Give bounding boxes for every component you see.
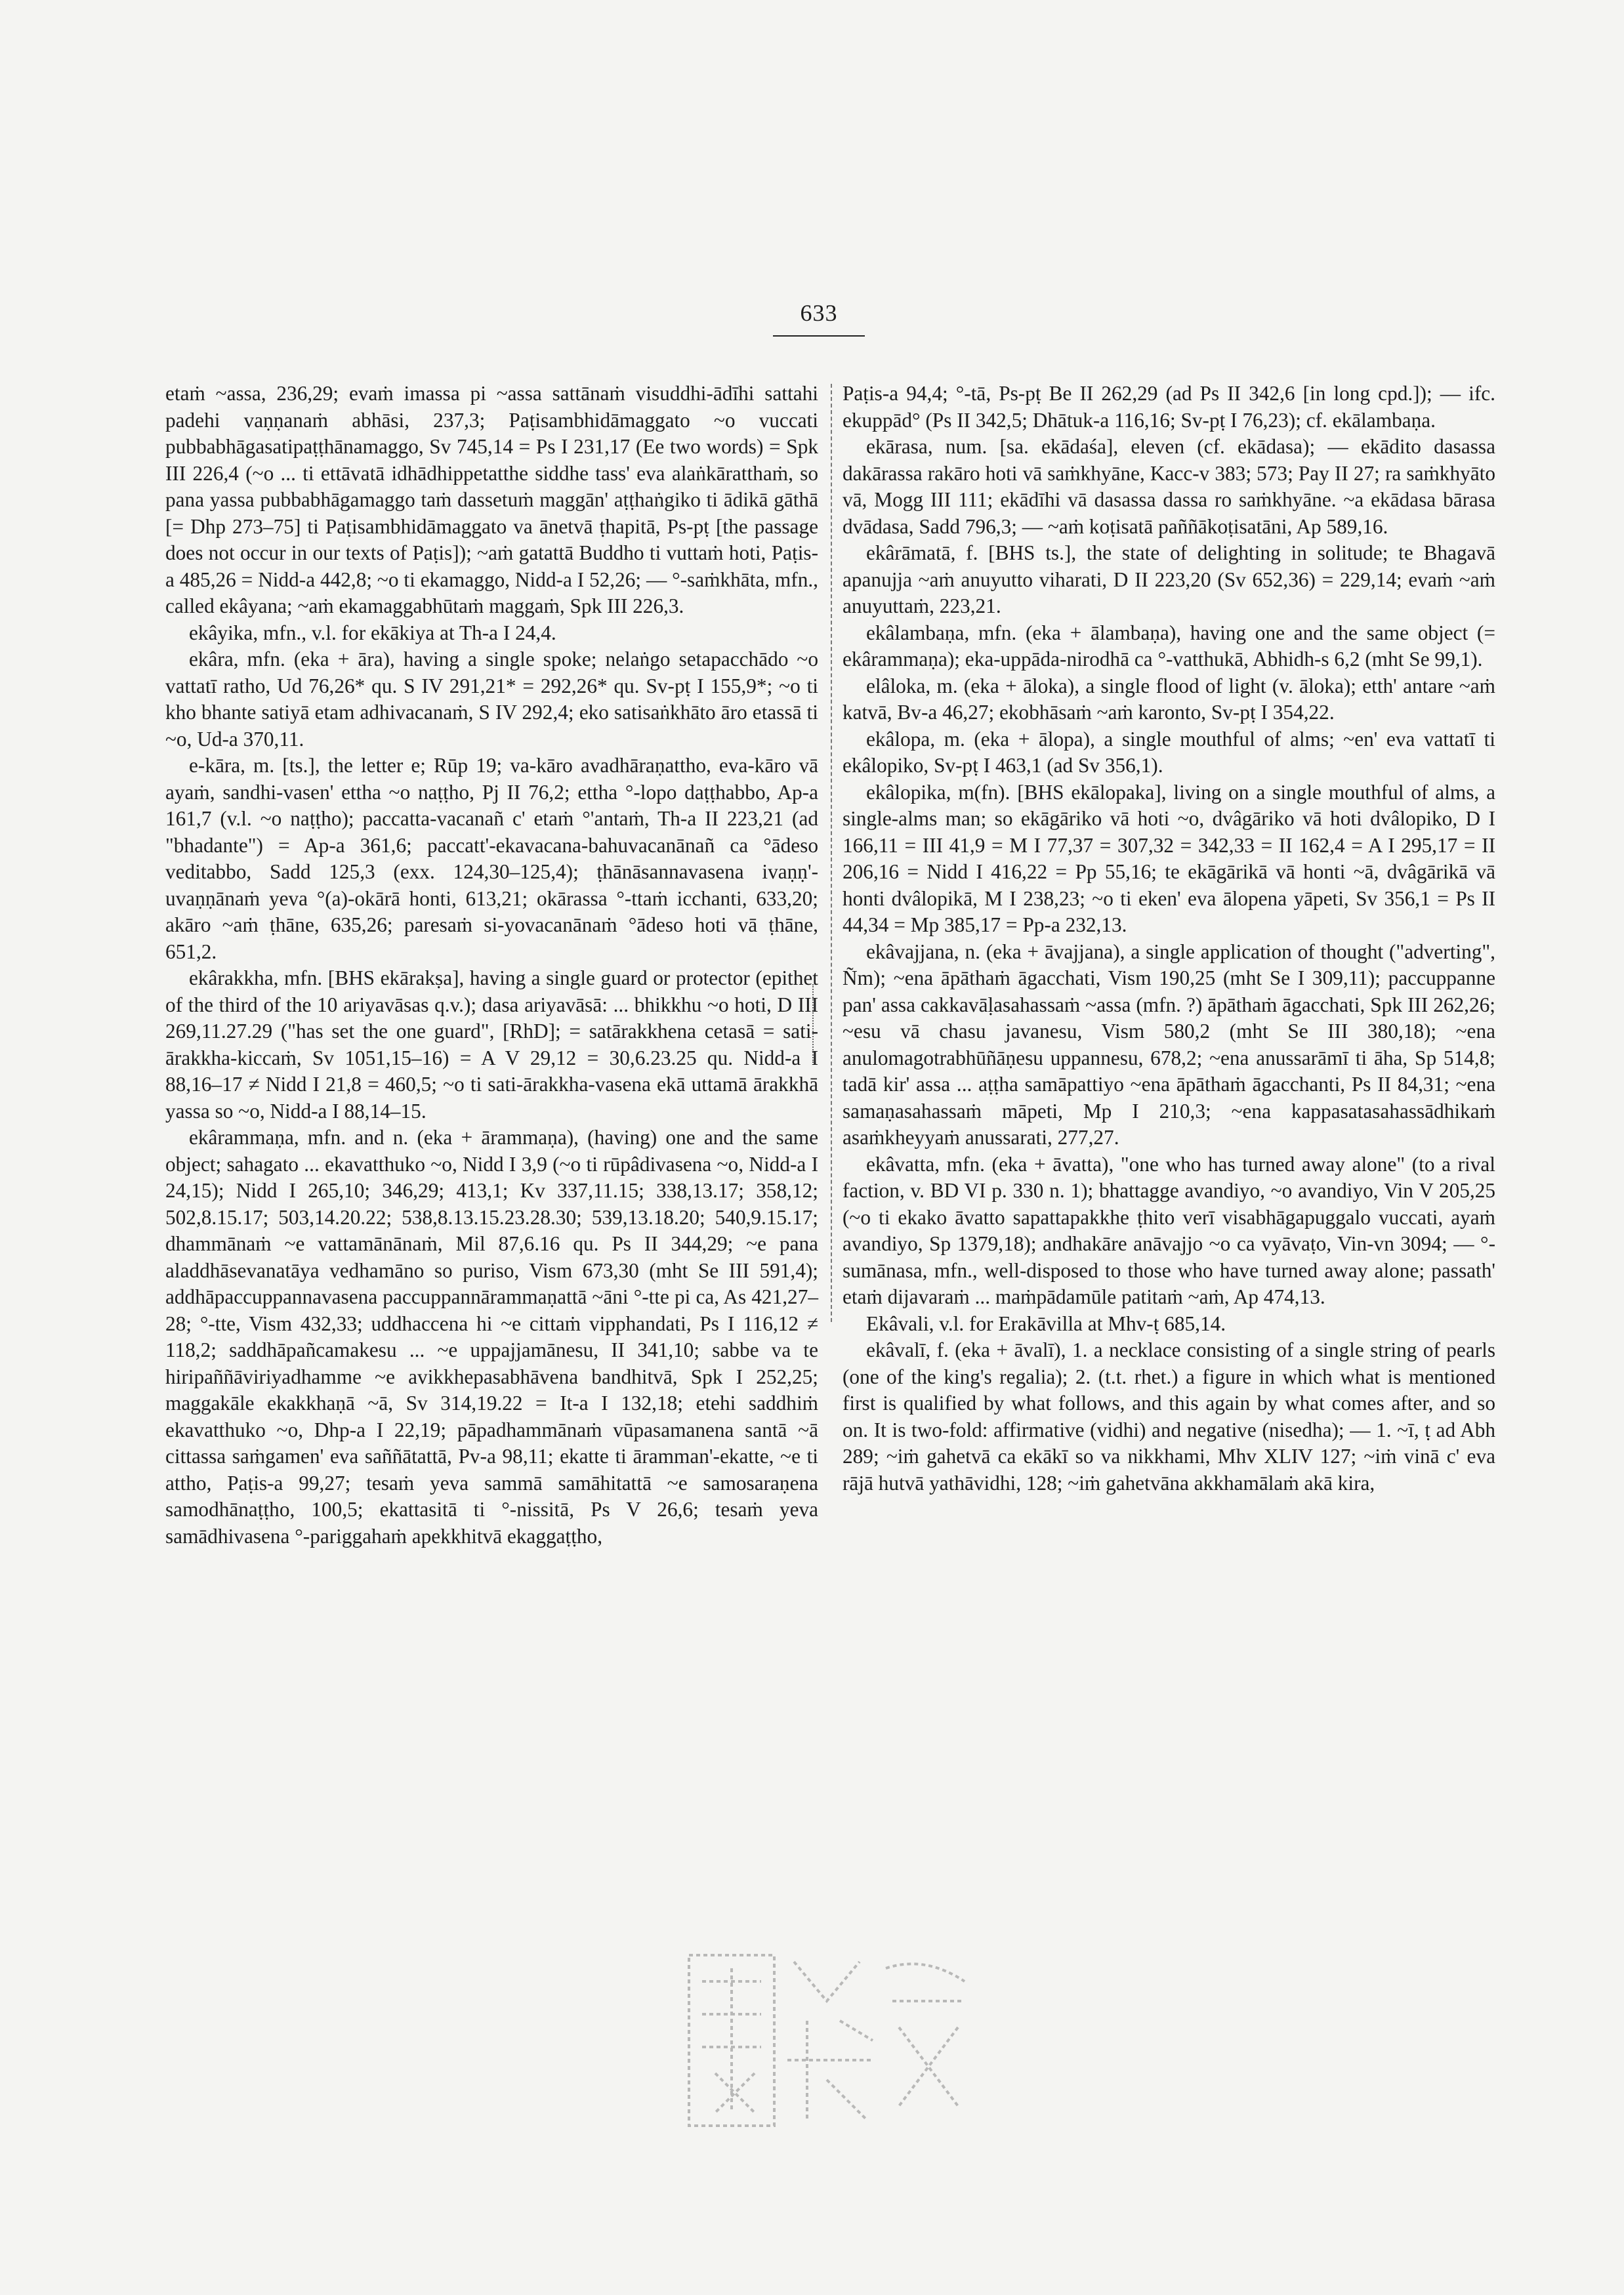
entry-paragraph: Paṭis-a 94,4; °-tā, Ps-pṭ Be II 262,29 (ad Ps II 342,6 [in long cpd.]); — ifc. ekuppād° (Ps II 342,5; Dhātuk-a 116,16; Sv-pṭ I 76,23); cf. ekālambaṇa.	[843, 382, 1495, 432]
entry-paragraph: ekâra, mfn. (eka + āra), having a single spoke; nelaṅgo setapacchādo ~o vattatī ratho, Ud 76,26* qu. S IV 291,21* = 292,26* qu. Sv-pṭ I 155,9*; ~o ti kho bhante satiyā etam adhivacanaṁ, S IV 292,4; eko satisaṅkhāto āro etassā ti ~o, Ud-a 370,11.	[165, 648, 818, 751]
entry-paragraph: elâloka, m. (eka + āloka), a single flood of light (v. āloka); etth' antare ~aṁ katvā, Bv-a 46,27; ekobhāsaṁ ~aṁ karonto, Sv-pṭ I 354,22.	[843, 674, 1495, 724]
page-number-rule	[773, 335, 865, 337]
right-column	[843, 381, 1495, 1497]
entry-paragraph: Ekâvali, v.l. for Erakāvilla at Mhv-ṭ 685,14.	[866, 1312, 1226, 1335]
library-seal-stamp	[676, 1942, 991, 2139]
left-column	[165, 381, 818, 1550]
entry-paragraph: etaṁ ~assa, 236,29; evaṁ imassa pi ~assa sattānaṁ visuddhi-ādīhi sattahi padehi vaṇṇanaṁ abhāsi, 237,3; Paṭisambhidāmaggato ~o vuccati pubbabhāgasatipaṭṭhānamaggo, Sv 745,14 = Ps I 231,17 (Ee two words) = Spk III 226,4 (~o ... ti ettāvatā idhādhippetatthe siddhe tass' eva alaṅkāratthaṁ, so pana yassa pubbabhāgamaggo taṁ dassetuṁ maggān' aṭṭhaṅgiko ti ādikā gāthā [= Dhp 273–75] ti Paṭisambhidāmaggato va ānetvā ṭhapitā, Ps-pṭ [the passage does not occur in our texts of Paṭis]); ~aṁ gatattā Buddho ti vuttaṁ hoti, Paṭis-a 485,26 = Nidd-a 442,8; ~o ti ekamaggo, Nidd-a I 52,26; — °-saṁkhāta, mfn., called ekâyana; ~aṁ ekamaggabhūtaṁ maggaṁ, Spk III 226,3.	[165, 382, 818, 617]
margin-marks	[812, 984, 816, 1063]
entry-paragraph: ekâyika, mfn., v.l. for ekākiya at Th-a I 24,4.	[189, 621, 556, 644]
entry-paragraph: ekârakkha, mfn. [BHS ekārakṣa], having a single guard or protector (epithet of the third of the 10 ariyavāsas q.v.); dasa ariyavāsā: ... bhikkhu ~o hoti, D III 269,11.27.29 ("has set the one guard", [RhD]; = satārakkhena cetasā = sati-ārakkha-kiccaṁ, Sv 1051,15–16) = A V 29,12 = 30,6.23.25 qu. Nidd-a I 88,16–17 ≠ Nidd I 21,8 = 460,5; ~o ti sati-ārakkha-vasena ekā uttamā ārakkhā yassa so ~o, Nidd-a I 88,14–15.	[165, 966, 818, 1123]
entry-paragraph: ekâlambaṇa, mfn. (eka + ālambaṇa), having one and the same object (= ekârammaṇa); eka-uppāda-nirodhā ca °-vatthukā, Abhidh-s 6,2 (mht Se 99,1).	[843, 621, 1495, 671]
entry-paragraph: ekâlopika, m(fn). [BHS ekālopaka], living on a single mouthful of alms, a single-alms man; so ekāgāriko vā hoti ~o, dvâgāriko vā hoti dvâlopiko, D I 166,11 = III 41,9 = M I 77,37 = 307,32 = 342,33 = II 162,4 = A I 295,17 = II 206,16 = Nidd I 416,22 = Pp 55,16; te ekāgārikā vā honti ~ā, dvâgārikā vā honti dvâlopikā, M I 238,23; ~o ti eken' eva ālopena yāpeti, Sv 356,1 = Ps II 44,34 = Mp 385,17 = Pp-a 232,13.	[843, 780, 1495, 936]
entry-paragraph: ekâvalī, f. (eka + āvalī), 1. a necklace consisting of a single string of pearls (one of the king's regalia); 2. (t.t. rhet.) a figure in which what is mentioned first is qualified by what follows, and this again by what comes after, and so on. It is two-fold: affirmative (vidhi) and negative (nisedha); — 1. ~ī, ṭ ad Abh 289; ~iṁ gahetvā ca ekākī so va nikkhami, Mhv XLIV 127; ~iṁ vinā c' eva rājā hutvā yathāvidhi, 128; ~iṁ gahetvāna akkhamālaṁ akā kira,	[843, 1338, 1495, 1495]
entry-paragraph: ekârammaṇa, mfn. and n. (eka + ārammaṇa), (having) one and the same object; sahagato ... ekavatthuko ~o, Nidd I 3,9 (~o ti rūpâdivasena ~o, Nidd-a I 24,15); Nidd I 265,10; 346,29; 413,1; Kv 337,11.15; 338,13.17; 358,12; 502,8.15.17; 503,14.20.22; 538,8.13.15.23.28.30; 539,13.18.20; 540,9.15.17; dhammānaṁ ~e vattamānānaṁ, Mil 87,6.16 qu. Ps II 344,29; ~e pana aladdhāsevanatāya vedhamāno so puriso, Vism 673,30 (mht Se III 591,4); addhāpaccuppannavasena paccuppannārammaṇattā ~āni °-tte pi ca, As 421,27–28; °-tte, Vism 432,33; uddhaccena hi ~e cittaṁ vipphandati, Ps I 116,12 ≠ 118,2; saddhāpañcamakesu ... ~e uppajjamānesu, II 341,10; sabbe va te hiripaññāviriyadhamme ~e avikkhepasabhāvena bandhitvā, Spk I 252,25; maggakāle ekakkhaṇā ~ā, Sv 314,19.22 = It-a I 132,18; etehi saddhiṁ ekavatthuko ~o, Dhp-a I 22,19; pāpadhammānaṁ vūpasamanena santā ~ā cittassa saṁgamen' eva saññātattā, Pv-a 98,11; ekatte ti āramman'-ekatte, ~e ti attho, Paṭis-a 99,27; tesaṁ yeva sammā samāhitattā ~e samosaraṇena samodhānaṭṭho, 100,5; ekattasitā ti °-nissitā, Ps V 26,6; tesaṁ yeva samādhivasena °-pariggahaṁ apekkhitvā ekaggaṭṭho,	[165, 1126, 818, 1548]
page-number: 633	[800, 300, 838, 326]
entry-paragraph: ekâvatta, mfn. (eka + āvatta), "one who has turned away alone" (to a rival faction, v. BD VI p. 330 n. 1); bhattagge avandiyo, ~o avandiyo, Vin V 205,25 (~o ti ekako āvatto sapattapakkhe ṭhito verī visabhāgapuggalo vuccati, ayaṁ avandiyo, Sp 1379,18); andhakāre anāvajjo ~o ca vyāvaṭo, Vin-vn 3094; — °-sumānasa, mfn., well-disposed to those who have turned away alone; passath' etaṁ dijavaraṁ ... maṁpādamūle patitaṁ ~aṁ, Ap 474,13.	[843, 1152, 1495, 1308]
entry-paragraph: ekâlopa, m. (eka + ālopa), a single mouthful of alms; ~en' eva vattatī ti ekâlopiko, Sv-pṭ I 463,1 (ad Sv 356,1).	[843, 727, 1495, 777]
entry-paragraph: ekâvajjana, n. (eka + āvajjana), a single application of thought ("adverting", Ñm); ~ena āpāthaṁ āgacchati, Vism 190,25 (mht Se I 309,11); paccuppanne pan' assa cakkavāḷasahassaṁ ~assa (mfn. ?) āpāthaṁ āgacchati, Spk III 262,26; ~esu vā chasu javanesu, Vism 580,2 (mht Se III 380,18); ~ena anulomagotrabhūñāṇesu uppannesu, 678,2; ~ena anussarāmī ti āha, Sp 514,8; tadā kir' assa ... aṭṭha samāpattiyo ~ena āpāthaṁ āgacchanti, Ps II 84,31; ~ena samaṇasahassaṁ māpeti, Mp I 210,3; ~ena kappasatasahassādhikaṁ asaṁkheyyaṁ anussarati, 277,27.	[843, 940, 1495, 1149]
entry-paragraph: ekârāmatā, f. [BHS ts.], the state of delighting in solitude; te Bhagavā apanujja ~aṁ anuyutto viharati, D II 223,20 (Sv 652,36) = 229,14; evaṁ ~aṁ anuyuttaṁ, 223,21.	[843, 541, 1495, 617]
entry-paragraph: ekārasa, num. [sa. ekādaśa], eleven (cf. ekādasa); — ekādito dasassa dakārassa rakāro hoti vā saṁkhyāne, Kacc-v 383; 573; Pay II 27; ra saṁkhyāto vā, Mogg III 111; ekādīhi vā dasassa dassa ro saṁkhyāne. ~a ekādasa bārasa dvādasa, Sadd 796,3; — ~aṁ koṭisatā paññākoṭisatāni, Ap 589,16.	[843, 435, 1495, 538]
entry-paragraph: e-kāra, m. [ts.], the letter e; Rūp 19; va-kāro avadhāraṇattho, eva-kāro vā ayaṁ, sandhi-vasen' ettha ~o naṭṭho, Pj II 76,2; ettha °-lopo daṭṭhabbo, Ap-a 161,7 (v.l. ~o naṭṭho); paccatta-vacanañ c' etaṁ °'antaṁ, Th-a II 223,21 (ad "bhadante") = Ap-a 361,6; paccatt'-ekavacana-bahuvacanānañ ca °ādeso veditabbo, Sadd 125,3 (exx. 124,30–125,4); ṭhānāsannavasena ivaṇṇ'-uvaṇṇānaṁ yeva °(a)-okārā honti, 613,21; okārassa °-ttaṁ icchanti, 633,20; akāro ~aṁ ṭhāne, 635,26; paresaṁ si-yovacanānaṁ °ādeso hoti vā ṭhāne, 651,2.	[165, 754, 818, 963]
column-divider	[831, 384, 832, 1322]
